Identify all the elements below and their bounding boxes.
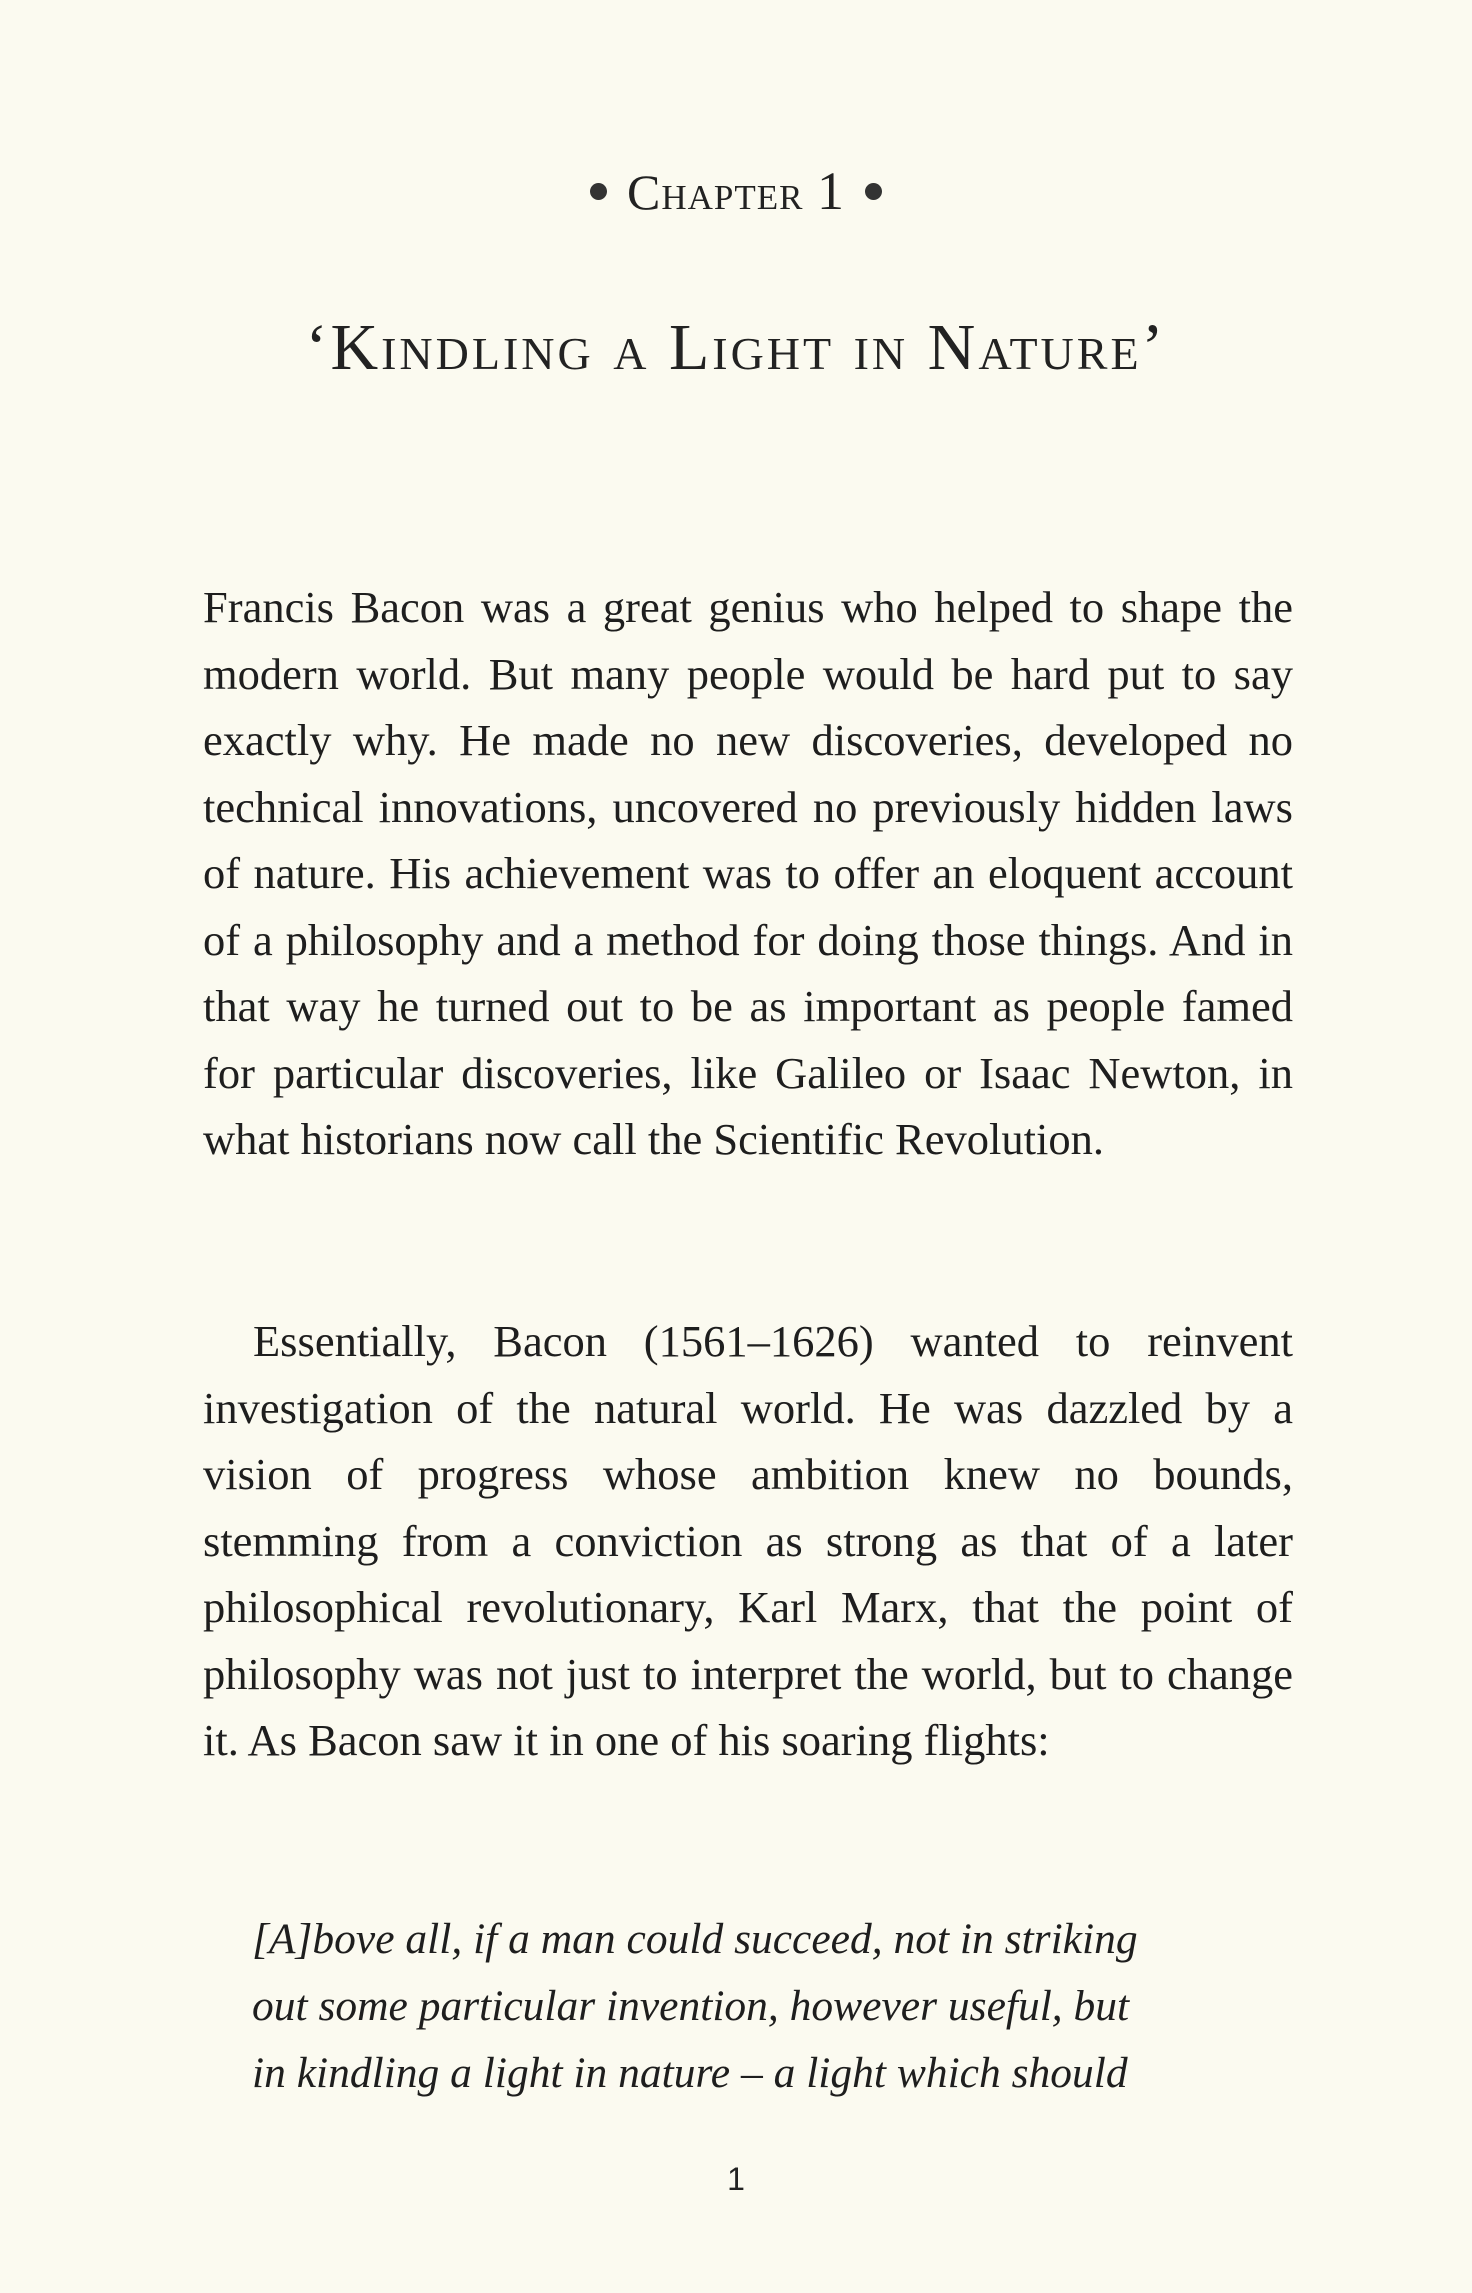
- left-bullet-icon: [590, 183, 607, 200]
- paragraph-2: Essentially, Bacon (1561–1626) wanted to reinvent investigation of the natural world. He was dazzled by a vision of progress whose ambition knew no bounds, stemming from a conviction as strong as that of a later philosophical revolutionary, Karl Marx, that the point of philosophy was not just to interpret the world, but to change it. As Bacon saw it in one of his soaring flights:: [203, 1316, 1293, 1765]
- chapter-heading: [0, 160, 1472, 222]
- quote-line-1: [A]bove all, if a man could succeed, not in striking: [252, 1915, 1138, 1963]
- paragraph-1: Francis Bacon was a great genius who helped to shape the modern world. But many people would be hard put to say exactly why. He made no new discoveries, developed no technical innovations, uncovered no previously hidden laws of nature. His achievement was to offer an eloquent account of a philosophy and a method for doing those things. And in that way he turned out to be as important as people famed for particular discoveries, like Galileo or Isaac Newton, in what historians now call the Scientific Revolution.: [203, 582, 1293, 1164]
- quote-line-2: out some particular invention, however useful, but: [252, 1982, 1130, 2030]
- right-bullet-icon: [865, 183, 882, 200]
- chapter-title: ‘Kindling a Light in Nature’: [305, 311, 1167, 384]
- quote-line-3: in kindling a light in nature – a light which should: [252, 2049, 1128, 2097]
- page-number: 1: [727, 2161, 745, 2197]
- chapter-number: 1: [816, 161, 845, 221]
- block-quote: [252, 1906, 1247, 2107]
- chapter-label-text: Chapter: [627, 164, 804, 220]
